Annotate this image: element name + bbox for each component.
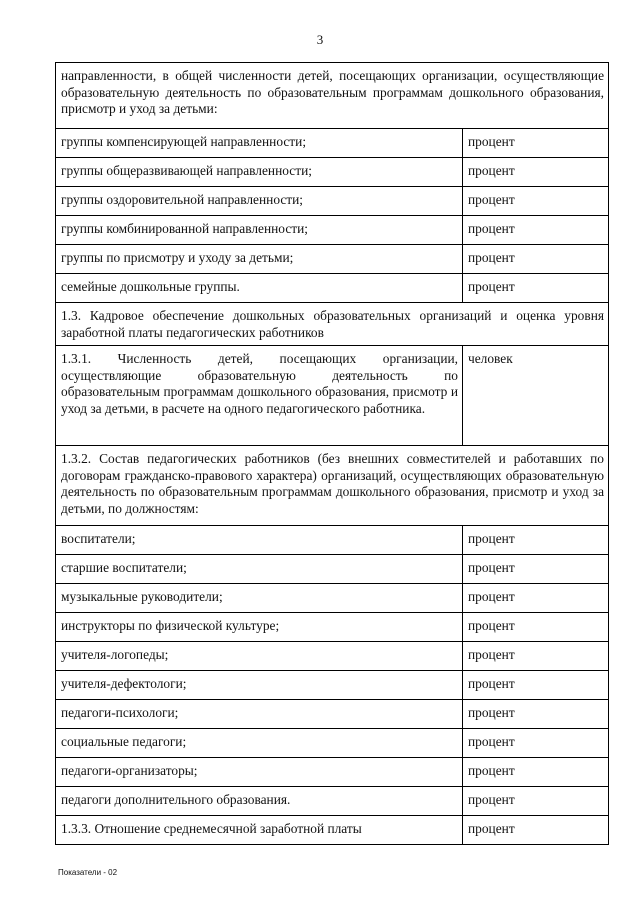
unit-cell: процент [463, 816, 609, 845]
table-row [56, 642, 609, 671]
item-1-3-2-cell: 1.3.2. Состав педагогических работников (без внешних совместителей и работавших по договорам гражданско-правового характера) организаций, осуществляющих образовательную деятельность по образовательным программам дошкольного образования, присмотр и уход за детьми, по должностям: [56, 446, 609, 526]
group-label-cell: группы оздоровительной направленности; [56, 187, 463, 216]
unit-cell: человек [463, 346, 609, 446]
item-1-3-1-cell: 1.3.1. Численность детей, посещающих организации, осуществляющие образовательную деятельность по образовательным программам дошкольного образования, присмотр и уход за детьми, в расчете на одного педагогического работника. [56, 346, 463, 446]
group-label-cell: семейные дошкольные группы. [56, 274, 463, 303]
staff-label-cell: учителя-дефектологи; [56, 671, 463, 700]
table-row [56, 613, 609, 642]
unit-cell: процент [463, 758, 609, 787]
table-row [56, 446, 609, 526]
footer-label: Показатели - 02 [58, 868, 118, 877]
staff-label-cell: учителя-логопеды; [56, 642, 463, 671]
unit-cell: процент [463, 613, 609, 642]
item-1-3-3-cell: 1.3.3. Отношение среднемесячной заработной платы [56, 816, 463, 845]
unit-cell: процент [463, 642, 609, 671]
group-label-cell: группы компенсирующей направленности; [56, 129, 463, 158]
staff-label-cell: педагоги-организаторы; [56, 758, 463, 787]
unit-cell: процент [463, 700, 609, 729]
table-row [56, 216, 609, 245]
section-heading-cell: 1.3. Кадровое обеспечение дошкольных образовательных организаций и оценка уровня заработной платы педагогических работников [56, 303, 609, 346]
unit-cell: процент [463, 274, 609, 303]
staff-label-cell: старшие воспитатели; [56, 555, 463, 584]
staff-label-cell: инструкторы по физической культуре; [56, 613, 463, 642]
table-row [56, 274, 609, 303]
group-label-cell: группы по присмотру и уходу за детьми; [56, 245, 463, 274]
unit-cell: процент [463, 158, 609, 187]
table-row [56, 129, 609, 158]
unit-cell: процент [463, 245, 609, 274]
staff-label-cell: педагоги дополнительного образования. [56, 787, 463, 816]
unit-cell: процент [463, 216, 609, 245]
table-row [56, 700, 609, 729]
table-row [56, 245, 609, 274]
staff-label-cell: музыкальные руководители; [56, 584, 463, 613]
page-number: 3 [316, 32, 324, 47]
table-row [56, 584, 609, 613]
table-row [56, 555, 609, 584]
unit-cell: процент [463, 729, 609, 758]
table-row [56, 158, 609, 187]
group-label-cell: группы общеразвивающей направленности; [56, 158, 463, 187]
table-row [56, 63, 609, 129]
unit-cell: процент [463, 671, 609, 700]
staff-label-cell: педагоги-психологи; [56, 700, 463, 729]
table-row [56, 787, 609, 816]
unit-cell: процент [463, 187, 609, 216]
table-row [56, 187, 609, 216]
unit-cell: процент [463, 787, 609, 816]
table-row [56, 346, 609, 446]
table-row [56, 758, 609, 787]
table-row [56, 671, 609, 700]
unit-cell: процент [463, 584, 609, 613]
intro-text-cell: направленности, в общей численности детей, посещающих организации, осуществляющие образовательную деятельность по образовательным программам дошкольного образования, присмотр и уход за детьми: [56, 63, 609, 129]
staff-label-cell: воспитатели; [56, 526, 463, 555]
table-row [56, 526, 609, 555]
table-row [56, 816, 609, 845]
unit-cell: процент [463, 526, 609, 555]
unit-cell: процент [463, 555, 609, 584]
table-row [56, 729, 609, 758]
group-label-cell: группы комбинированной направленности; [56, 216, 463, 245]
table-row [56, 303, 609, 346]
indicators-table [55, 62, 609, 845]
unit-cell: процент [463, 129, 609, 158]
staff-label-cell: социальные педагоги; [56, 729, 463, 758]
